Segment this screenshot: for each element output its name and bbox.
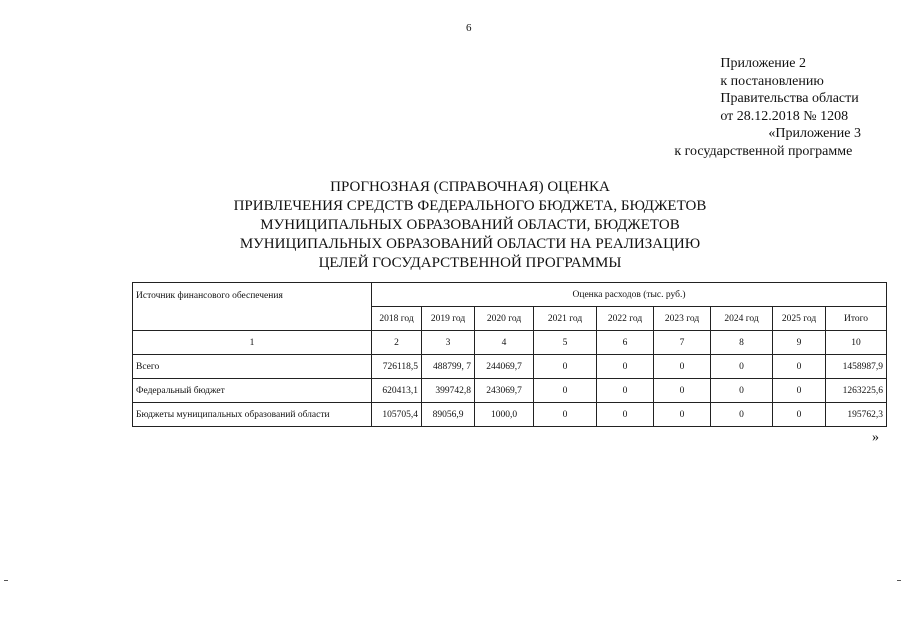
appendix-line: к государственной программе bbox=[674, 143, 853, 159]
column-number: 2 bbox=[372, 331, 422, 355]
table-cell: 0 bbox=[654, 403, 711, 427]
year-header: 2020 год bbox=[475, 307, 534, 331]
column-number: 7 bbox=[654, 331, 711, 355]
appendix-line: «Приложение 3 bbox=[768, 126, 861, 141]
table-cell: 0 bbox=[534, 403, 597, 427]
appendix-reference bbox=[674, 55, 861, 160]
document-title bbox=[110, 178, 830, 273]
appendix-line: от 28.12.2018 № 1208 bbox=[720, 108, 849, 124]
column-number: 1 bbox=[133, 331, 372, 355]
table-cell: 1263225,6 bbox=[826, 379, 887, 403]
estimate-header: Оценка расходов (тыс. руб.) bbox=[372, 283, 887, 307]
year-header: 2024 год bbox=[711, 307, 773, 331]
column-number: 5 bbox=[534, 331, 597, 355]
total-header: Итого bbox=[826, 307, 887, 331]
column-number: 4 bbox=[475, 331, 534, 355]
column-number: 3 bbox=[422, 331, 475, 355]
page-number: 6 bbox=[466, 22, 472, 34]
funding-table bbox=[132, 282, 887, 427]
table-cell: 0 bbox=[773, 379, 826, 403]
table-cell: 243069,7 bbox=[475, 379, 534, 403]
year-header: 2025 год bbox=[773, 307, 826, 331]
year-header: 2023 год bbox=[654, 307, 711, 331]
column-number-row bbox=[133, 331, 887, 355]
table-cell: 399742,8 bbox=[422, 379, 475, 403]
table-cell: 488799, 7 bbox=[422, 355, 475, 379]
table-cell: 0 bbox=[711, 403, 773, 427]
year-header: 2022 год bbox=[597, 307, 654, 331]
column-number: 6 bbox=[597, 331, 654, 355]
year-header: 2019 год bbox=[422, 307, 475, 331]
table-cell: 0 bbox=[711, 379, 773, 403]
table-row bbox=[133, 355, 887, 379]
table-cell: 0 bbox=[597, 379, 654, 403]
year-header: 2021 год bbox=[534, 307, 597, 331]
table-cell: 0 bbox=[534, 379, 597, 403]
year-header: 2018 год bbox=[372, 307, 422, 331]
table-cell: 0 bbox=[654, 355, 711, 379]
table-cell: 89056,9 bbox=[422, 403, 475, 427]
column-number: 10 bbox=[826, 331, 887, 355]
table-cell: 726118,5 bbox=[372, 355, 422, 379]
table-cell: 620413,1 bbox=[372, 379, 422, 403]
title-line: ПРОГНОЗНАЯ (СПРАВОЧНАЯ) ОЦЕНКА bbox=[330, 179, 610, 195]
table-cell: 1458987,9 bbox=[826, 355, 887, 379]
closing-quote: » bbox=[872, 430, 879, 445]
table-cell: 0 bbox=[597, 403, 654, 427]
scan-edge-mark bbox=[4, 580, 8, 581]
appendix-line: Приложение 2 bbox=[720, 56, 806, 71]
table-cell: 1000,0 bbox=[475, 403, 534, 427]
row-label: Федеральный бюджет bbox=[133, 379, 372, 403]
table-cell: 0 bbox=[773, 355, 826, 379]
table-row bbox=[133, 379, 887, 403]
source-header: Источник финансового обеспечения bbox=[133, 283, 372, 331]
title-line: МУНИЦИПАЛЬНЫХ ОБРАЗОВАНИЙ ОБЛАСТИ НА РЕАЛИЗАЦИЮ bbox=[239, 236, 701, 252]
row-label: Всего bbox=[133, 355, 372, 379]
table-row bbox=[133, 403, 887, 427]
table-cell: 0 bbox=[597, 355, 654, 379]
column-number: 8 bbox=[711, 331, 773, 355]
title-line: МУНИЦИПАЛЬНЫХ ОБРАЗОВАНИЙ ОБЛАСТИ, БЮДЖЕТОВ bbox=[260, 217, 680, 233]
row-label: Бюджеты муниципальных образований области bbox=[133, 403, 372, 427]
appendix-line: к постановлению bbox=[720, 73, 824, 89]
table-cell: 0 bbox=[534, 355, 597, 379]
column-number: 9 bbox=[773, 331, 826, 355]
table-header-row bbox=[133, 283, 887, 307]
table-cell: 195762,3 bbox=[826, 403, 887, 427]
scan-edge-mark bbox=[897, 580, 901, 581]
table-cell: 105705,4 bbox=[372, 403, 422, 427]
appendix-line: Правительства области bbox=[720, 91, 859, 106]
table-cell: 244069,7 bbox=[475, 355, 534, 379]
table-cell: 0 bbox=[773, 403, 826, 427]
title-line: ЦЕЛЕЙ ГОСУДАРСТВЕННОЙ ПРОГРАММЫ bbox=[318, 255, 622, 271]
table-cell: 0 bbox=[654, 379, 711, 403]
table-cell: 0 bbox=[711, 355, 773, 379]
title-line: ПРИВЛЕЧЕНИЯ СРЕДСТВ ФЕДЕРАЛЬНОГО БЮДЖЕТА, БЮДЖЕТОВ bbox=[233, 198, 707, 214]
